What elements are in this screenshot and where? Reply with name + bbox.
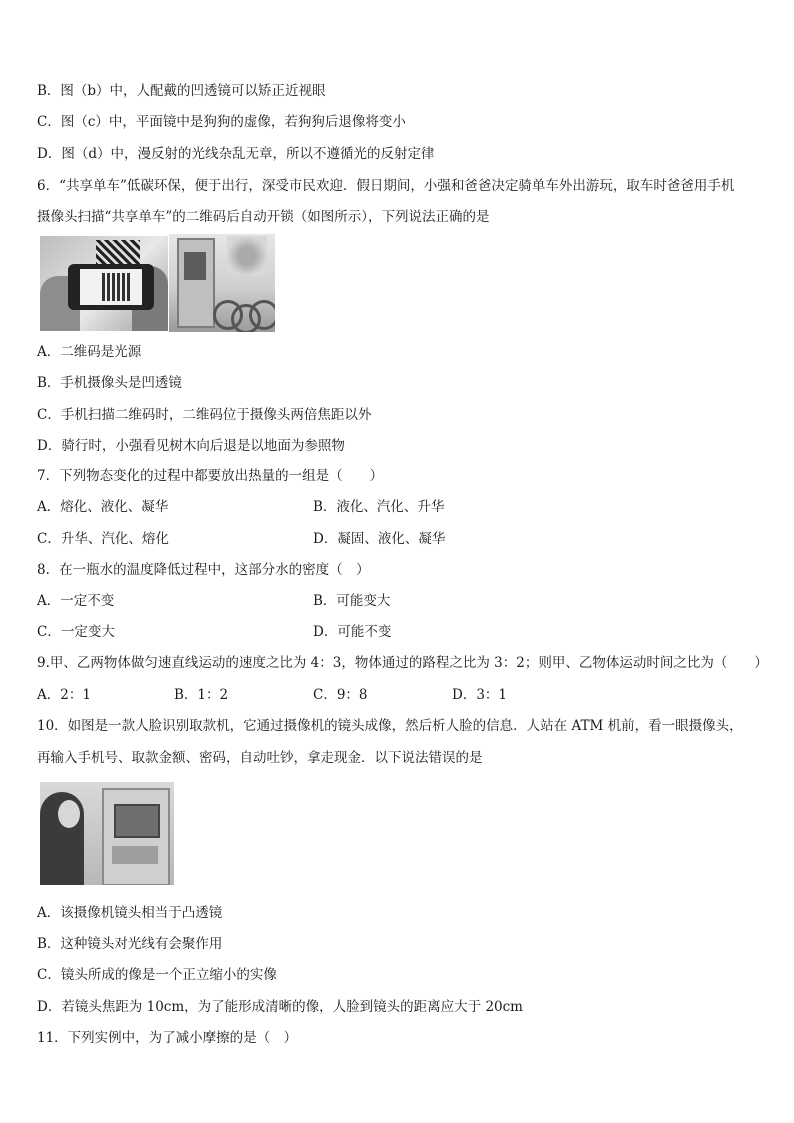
question-9-stem: 9.甲、乙两物体做匀速直线运动的速度之比为 4：3，物体通过的路程之比为 3：2；则甲、乙物体运动时间之比为（ ） [37, 655, 768, 671]
question-7-option-b: B．液化、汽化、升华 [313, 499, 445, 515]
face-recognition-atm-image [40, 782, 174, 885]
line-q5-option-b: B．图（b）中，人配戴的凹透镜可以矫正近视眼 [37, 83, 326, 99]
question-10-stem-cont: 再输入手机号、取款金额、密码，自动吐钞，拿走现金．以下说法错误的是 [37, 750, 483, 766]
question-8-option-d: D．可能不变 [313, 624, 392, 640]
question-8-stem: 8．在一瓶水的温度降低过程中，这部分水的密度（ ） [37, 562, 370, 578]
question-9-option-a: A．2：1 [37, 687, 91, 703]
question-9-option-d: D．3：1 [452, 687, 508, 703]
question-10-stem: 10．如图是一款人脸识别取款机，它通过摄像机的镜头成像，然后析人脸的信息．人站在 ATM 机前，看一眼摄像头， [37, 718, 743, 734]
question-7-option-d: D．凝固、液化、凝华 [313, 531, 446, 547]
question-6-stem: 6．“共享单车”低碳环保，便于出行，深受市民欢迎．假日期间，小强和爸爸决定骑单车外出游玩，取车时爸爸用手机 [37, 178, 735, 194]
question-6-option-c: C．手机扫描二维码时，二维码位于摄像头两倍焦距以外 [37, 407, 372, 423]
line-q5-option-d: D．图（d）中，漫反射的光线杂乱无章，所以不遵循光的反射定律 [37, 146, 435, 162]
question-11-stem: 11．下列实例中，为了减小摩擦的是（ ） [37, 1030, 298, 1046]
question-6-option-a: A．二维码是光源 [37, 344, 142, 360]
question-8-option-a: A．一定不变 [37, 593, 115, 609]
question-10-option-b: B．这种镜头对光线有会聚作用 [37, 936, 223, 952]
question-6-option-d: D．骑行时，小强看见树木向后退是以地面为参照物 [37, 438, 345, 454]
question-10-option-a: A．该摄像机镜头相当于凸透镜 [37, 905, 223, 921]
question-10-option-d: D．若镜头焦距为 10cm，为了能形成清晰的像，人脸到镜头的距离应大于 20cm [37, 999, 523, 1015]
shared-bike-station-image [169, 234, 275, 332]
phone-scanning-qr-code-image [40, 236, 168, 331]
question-6-option-b: B．手机摄像头是凹透镜 [37, 375, 182, 391]
question-8-option-c: C．一定变大 [37, 624, 115, 640]
question-7-option-a: A．熔化、液化、凝华 [37, 499, 169, 515]
question-7-stem: 7．下列物态变化的过程中都要放出热量的一组是（ ） [37, 468, 384, 484]
line-q5-option-c: C．图（c）中，平面镜中是狗狗的虚像，若狗狗后退像将变小 [37, 114, 406, 130]
question-8-option-b: B．可能变大 [313, 593, 391, 609]
question-7-option-c: C．升华、汽化、熔化 [37, 531, 169, 547]
question-6-stem-cont: 摄像头扫描“共享单车”的二维码后自动开锁（如图所示），下列说法正确的是 [37, 209, 490, 225]
question-10-option-c: C．镜头所成的像是一个正立缩小的实像 [37, 967, 277, 983]
question-9-option-b: B．1：2 [174, 687, 229, 703]
question-9-option-c: C．9：8 [313, 687, 368, 703]
